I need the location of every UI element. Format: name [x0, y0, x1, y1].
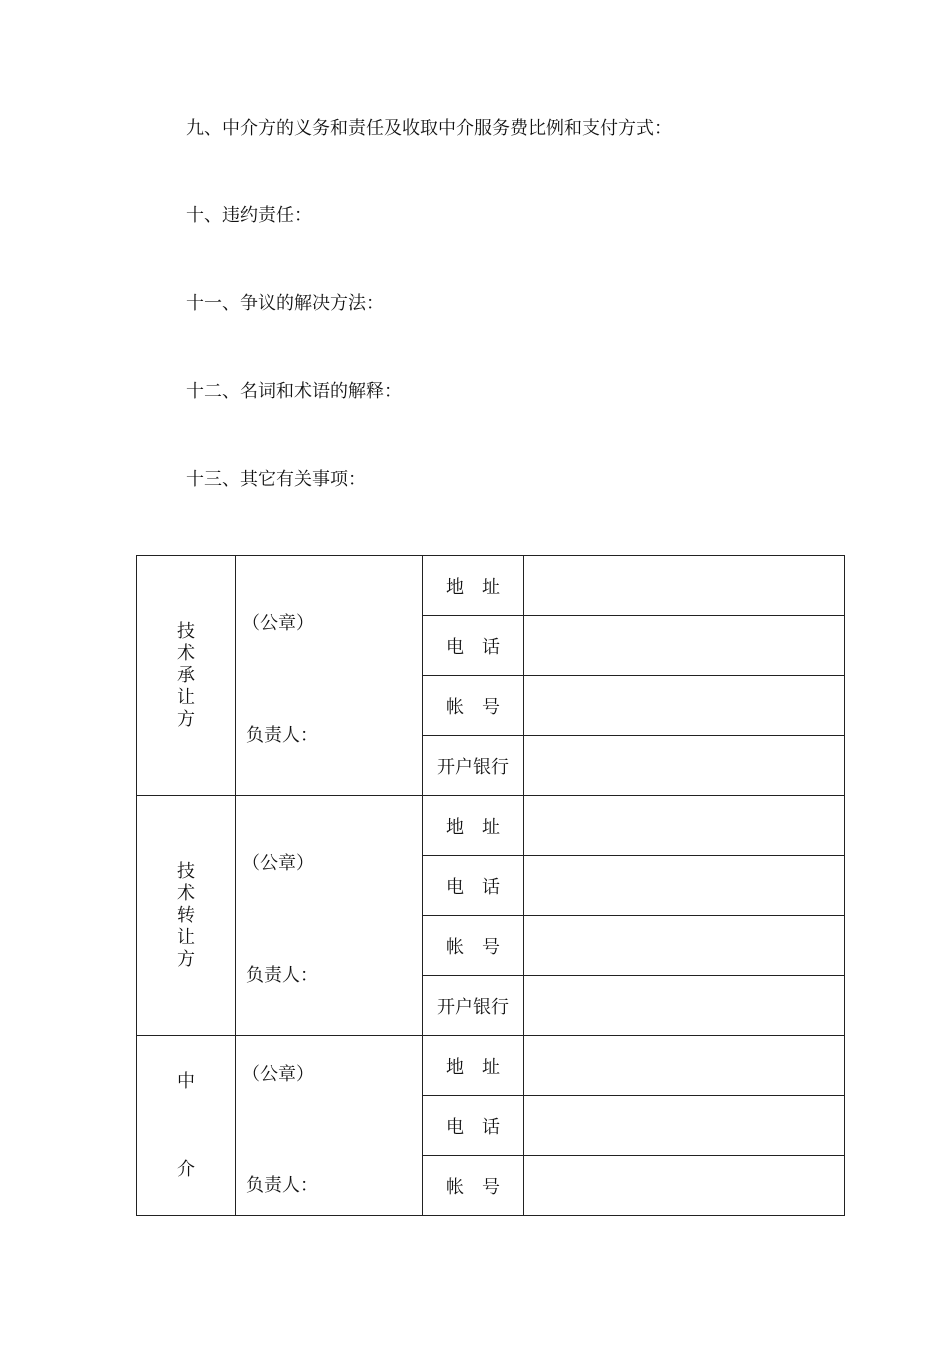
table-row	[137, 796, 845, 856]
address-label: 地 址	[423, 796, 524, 856]
stamp-area-intermediary	[236, 1036, 423, 1216]
transferor-address-field[interactable]	[524, 796, 845, 856]
party-name-transferor: 技 术 转 让 方	[137, 796, 236, 1036]
stamp-label: （公章）	[242, 1064, 314, 1085]
clause-10-breach-liability: 十、违约责任：	[186, 205, 312, 226]
party-name-intermediary: 中 介	[137, 1036, 236, 1216]
stamp-area-transferee	[236, 556, 423, 796]
responsible-person-label: 负责人：	[246, 965, 318, 986]
transferee-account-field[interactable]	[524, 676, 845, 736]
transferor-bank-field[interactable]	[524, 976, 845, 1036]
transferor-account-field[interactable]	[524, 916, 845, 976]
table-row	[137, 556, 845, 616]
address-label: 地 址	[423, 556, 524, 616]
responsible-person-label: 负责人：	[246, 725, 318, 746]
stamp-label: （公章）	[242, 613, 314, 634]
stamp-area-transferor	[236, 796, 423, 1036]
intermediary-phone-field[interactable]	[524, 1096, 845, 1156]
transferee-phone-field[interactable]	[524, 616, 845, 676]
bank-label: 开户银行	[423, 976, 524, 1036]
account-label: 帐 号	[423, 676, 524, 736]
address-label: 地 址	[423, 1036, 524, 1096]
intermediary-address-field[interactable]	[524, 1036, 845, 1096]
responsible-person-label: 负责人：	[246, 1175, 318, 1196]
clause-9-intermediary-duties: 九、中介方的义务和责任及收取中介服务费比例和支付方式：	[186, 118, 672, 139]
phone-label: 电 话	[423, 1096, 524, 1156]
transferor-phone-field[interactable]	[524, 856, 845, 916]
clause-12-terms-definitions: 十二、名词和术语的解释：	[186, 381, 402, 402]
signature-table	[136, 555, 845, 1216]
intermediary-account-field[interactable]	[524, 1156, 845, 1216]
transferee-bank-field[interactable]	[524, 736, 845, 796]
party-name-transferee: 技 术 承 让 方	[137, 556, 236, 796]
transferee-address-field[interactable]	[524, 556, 845, 616]
clause-13-other-matters: 十三、其它有关事项：	[186, 469, 366, 490]
account-label: 帐 号	[423, 916, 524, 976]
account-label: 帐 号	[423, 1156, 524, 1216]
phone-label: 电 话	[423, 616, 524, 676]
bank-label: 开户银行	[423, 736, 524, 796]
phone-label: 电 话	[423, 856, 524, 916]
table-row	[137, 1036, 845, 1096]
clause-11-dispute-resolution: 十一、争议的解决方法：	[186, 293, 384, 314]
stamp-label: （公章）	[242, 853, 314, 874]
